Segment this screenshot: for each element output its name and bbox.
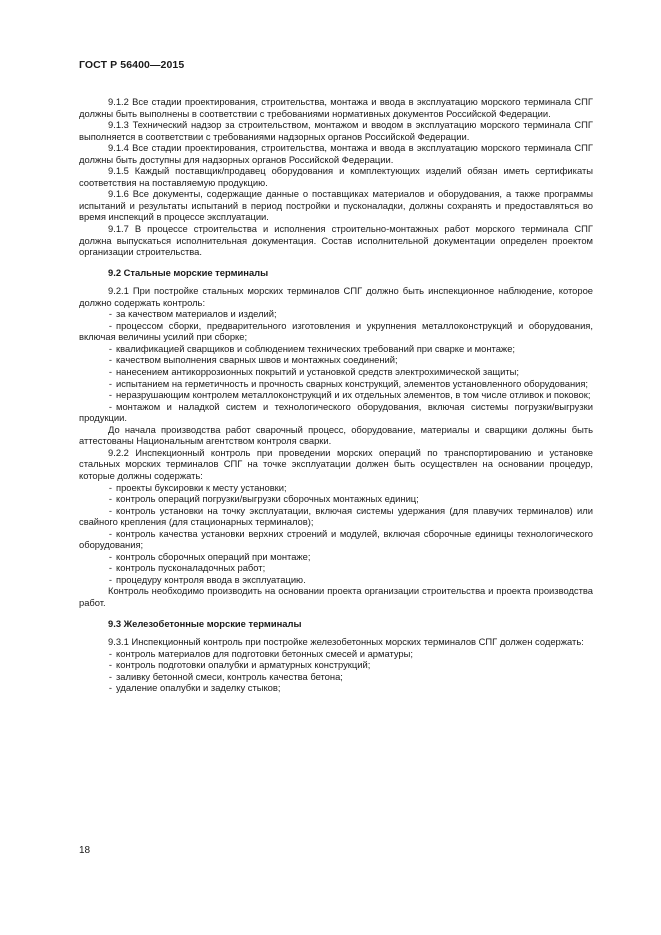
paragraph: 9.1.5 Каждый поставщик/продавец оборудования и комплектующих изделий обязан иметь сертификаты соответствия на поставляемую продукцию. [79, 165, 593, 188]
list-item-text: монтажом и наладкой систем и технологического оборудования, включая системы погрузки/выгрузки продукции. [79, 400, 593, 424]
list-item-text: контроль операций погрузки/выгрузки сборочных монтажных единиц; [116, 493, 419, 505]
list-item-text: контроль сборочных операций при монтаже; [116, 550, 311, 562]
paragraph: 9.2.1 При постройке стальных морских терминалов СПГ должно быть инспекционное наблюдение, которое должно содержать контроль: [79, 285, 593, 308]
paragraph: 9.1.3 Технический надзор за строительством, монтажом и вводом в эксплуатацию морского терминала СПГ выполняется в соответствии с требованиями надзорных органов Российской Федерации. [79, 119, 593, 142]
list-item-text: качеством выполнения сварных швов и монтажных соединений; [116, 354, 398, 366]
paragraph: До начала производства работ сварочный процесс, оборудование, материалы и сварщики должны быть аттестованы Национальным агентством контроля сварки. [79, 423, 593, 447]
list-dash: - [108, 562, 112, 574]
list-item [79, 343, 593, 355]
list-item [79, 320, 593, 343]
list-item-text: проекты буксировки к месту установки; [116, 481, 287, 493]
list-item-text: контроль подготовки опалубки и арматурных конструкций; [116, 659, 371, 671]
list-item-text: контроль пусконаладочных работ; [116, 562, 266, 574]
list-item [79, 562, 593, 574]
paragraph: 9.1.4 Все стадии проектирования, строительства, монтажа и ввода в эксплуатацию морского терминала СПГ должны быть доступны для надзорных органов Российской Федерации. [79, 142, 593, 165]
list-item [79, 308, 593, 320]
list-item-text: контроль материалов для подготовки бетонных смесей и арматуры; [116, 647, 413, 659]
list-item-text: процессом сборки, предварительного изготовления и укрупнения металлоконструкций и оборудования, включая величины усилий при сборке; [79, 319, 593, 343]
list-item-text: испытанием на герметичность и прочность сварных конструкций, элементов установленного оборудования; [116, 377, 589, 389]
list-dash: - [108, 342, 112, 354]
list-item-text: заливку бетонной смеси, контроль качества бетона; [116, 670, 343, 682]
list-dash: - [108, 377, 112, 389]
list-dash: - [108, 481, 112, 493]
document-body [79, 96, 593, 694]
paragraph: 9.1.2 Все стадии проектирования, строительства, монтажа и ввода в эксплуатацию морского терминала СПГ должны быть выполнены в соответствии с требованиями нормативных документов Российской Федерации. [79, 96, 593, 119]
list-dash: - [108, 308, 112, 320]
list-dash: - [108, 354, 112, 366]
list-dash: - [108, 682, 112, 694]
list-item [79, 659, 593, 671]
list-item [79, 366, 593, 378]
list-item [79, 574, 593, 586]
list-item-text: контроль качества установки верхних строений и модулей, включая сборочные единицы технологического оборудования; [79, 527, 593, 551]
list-item-text: за качеством материалов и изделий; [116, 308, 277, 320]
list-dash: - [108, 366, 112, 378]
list-item [79, 378, 593, 390]
list-item [79, 682, 593, 694]
paragraph: 9.2.2 Инспекционный контроль при проведении морских операций по транспортированию и установке стальных морских терминалов СПГ на точке эксплуатации должен быть осуществлен на основании процедур, которые должны содержать: [79, 446, 593, 481]
paragraph: 9.1.6 Все документы, содержащие данные о поставщиках материалов и оборудования, а также программы испытаний и результаты испытаний в период постройки и пусконаладки, должны сохранять и предоставляться во время инспекций в процессе эксплуатации. [79, 188, 593, 223]
standard-header: ГОСТ Р 56400—2015 [79, 59, 185, 71]
list-item [79, 354, 593, 366]
list-dash: - [108, 573, 112, 585]
paragraph: 9.1.7 В процессе строительства и исполнения строительно-монтажных работ морского терминала СПГ должна выпускаться исполнительная документация. Состав исполнительной документации определен проектом организации строительства. [79, 223, 593, 258]
list-dash: - [108, 400, 112, 412]
list-dash: - [108, 504, 112, 516]
section-heading: 9.3 Железобетонные морские терминалы [108, 617, 302, 629]
list-item-text: нанесением антикоррозионных покрытий и установкой средств электрохимической защиты; [116, 366, 520, 378]
list-item-text: квалификацией сварщиков и соблюдением технических требований при сварке и монтаже; [116, 342, 516, 354]
list-item [79, 493, 593, 505]
list-dash: - [108, 319, 112, 331]
list-item-text: процедуру контроля ввода в эксплуатацию. [116, 573, 306, 585]
list-item [79, 482, 593, 494]
list-item [79, 551, 593, 563]
list-item [79, 401, 593, 424]
list-item-text: неразрушающим контролем металлоконструкций и их отдельных элементов, в том числе отливок и поковок; [116, 389, 591, 401]
list-dash: - [108, 493, 112, 505]
list-item-text: удаление опалубки и заделку стыков; [116, 682, 281, 694]
list-item [79, 528, 593, 551]
list-dash: - [108, 647, 112, 659]
list-item [79, 505, 593, 528]
page-number: 18 [79, 845, 91, 856]
list-item [79, 671, 593, 683]
list-dash: - [108, 389, 112, 401]
list-dash: - [108, 670, 112, 682]
list-item-text: контроль установки на точку эксплуатации, включая системы удержания (для плавучих терминалов) или свайного крепления (для стационарных терминалов); [79, 504, 593, 528]
paragraph: 9.3.1 Инспекционный контроль при постройке железобетонных морских терминалов СПГ должен содержать: [108, 636, 584, 648]
paragraph: Контроль необходимо производить на основании проекта организации строительства и проекта производства работ. [79, 585, 593, 608]
list-dash: - [108, 527, 112, 539]
list-item [79, 389, 593, 401]
list-item [79, 648, 593, 660]
section-heading: 9.2 Стальные морские терминалы [108, 266, 269, 278]
list-dash: - [108, 659, 112, 671]
list-dash: - [108, 550, 112, 562]
